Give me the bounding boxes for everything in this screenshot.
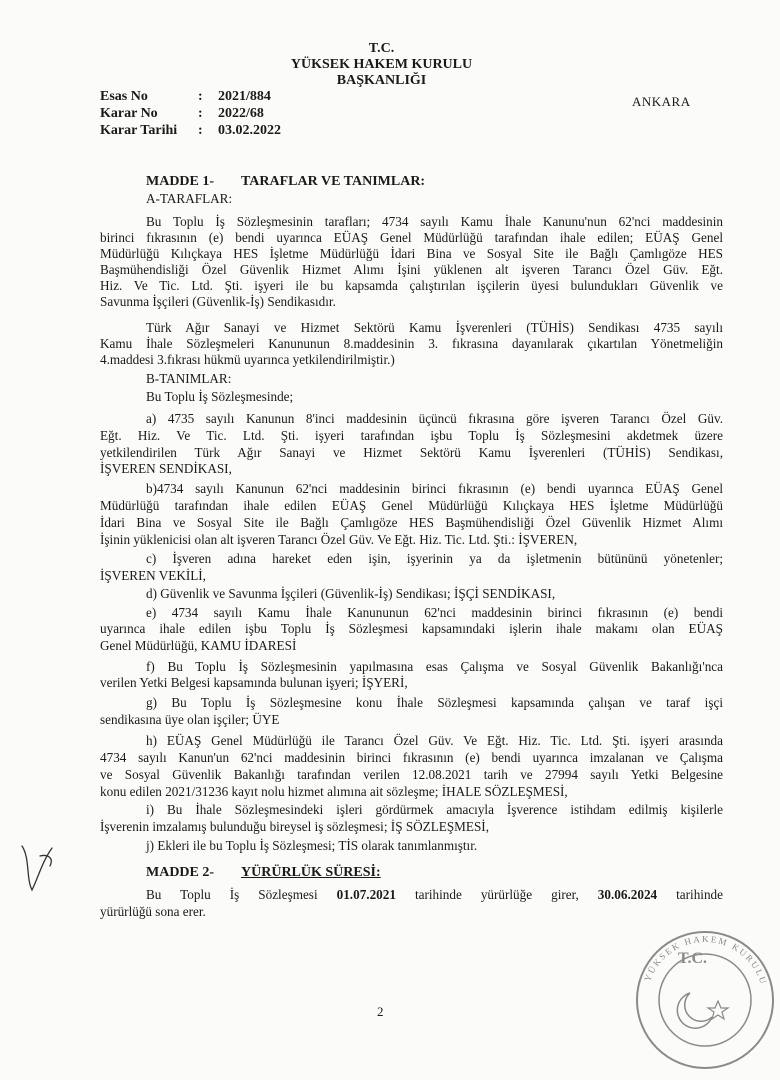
madde-1-title: TARAFLAR VE TANIMLAR: bbox=[241, 174, 426, 189]
text-line: Hiz. Ve Tic. Ltd. Şti. işyeri ile bu kapsamda çalıştırılan işçilerin üyesi bulundukları Güvenlik ve bbox=[100, 278, 723, 293]
text-line: Başmühendisliği Özel Güvenlik Hizmet Alımı İşini yüklenen alt işveren Tarancı Özel Güv. Eğt. bbox=[100, 262, 723, 277]
text-line: b)4734 sayılı Kanunun 62'nci maddesinin birinci fıkrasının (e) bendi uyarınca EÜAŞ Genel bbox=[146, 481, 723, 496]
madde-1-number: MADDE 1- bbox=[146, 174, 215, 189]
madde-2-line-2: yürürlüğü sona erer. bbox=[100, 904, 206, 919]
madde-2-title: YÜRÜRLÜK SÜRESİ: bbox=[241, 865, 381, 880]
text-line: d) Güvenlik ve Savunma İşçileri (Güvenlik-İş) Sendikası; İŞÇİ SENDİKASI, bbox=[146, 586, 556, 601]
text-line: a) 4735 sayılı Kanunun 8'inci maddesinin üçüncü fıkrasına göre işveren Tarancı Özel Güv. bbox=[146, 411, 723, 426]
text-line: Bu Toplu İş Sözleşmesinde; bbox=[146, 389, 294, 404]
crescent-icon bbox=[677, 993, 712, 1028]
stamp-ring-text: YÜKSEK HAKEM KURULU bbox=[642, 933, 770, 987]
karar-value: 2022/68 bbox=[218, 106, 264, 121]
text-line: Eğt. Hiz. Ve Tic. Ltd. Şti. işyeri tarafından işbu Toplu İş Sözleşmesini akdetmek üzere bbox=[100, 428, 723, 443]
text-line: İŞVEREN VEKİLİ, bbox=[100, 568, 206, 583]
star-icon bbox=[708, 1001, 728, 1019]
text-line: i) Bu İhale Sözleşmesindeki işleri gördürmek amacıyla İşverence istihdam edilmiş kişilerle bbox=[146, 802, 723, 817]
text-line: e) 4734 sayılı Kamu İhale Kanununun 62'nci maddesinin birinci fıkrasının (e) bendi bbox=[146, 605, 723, 620]
tarih-label: Karar Tarihi bbox=[100, 123, 178, 138]
colon: : bbox=[198, 123, 203, 138]
text-line: A-TARAFLAR: bbox=[146, 191, 233, 206]
text-line: birinci fıkrasının (e) bendi uyarınca EÜAŞ Genel Müdürlüğü tarafından ihale edilen; EÜAŞ Genel bbox=[100, 230, 723, 245]
text-line: ve Sosyal Güvenlik Bakanlığı tarafından verilen 12.08.2021 tarih ve 27994 sayılı Yetki Belgesine bbox=[100, 767, 723, 782]
text-line: konu edilen 2021/31236 kayıt nolu hizmet alımına ait sözleşme; İHALE SÖZLEŞMESİ, bbox=[100, 784, 568, 799]
text-line: Müdürlüğü tarafından ihale edilen EÜAŞ Genel Müdürlüğü Kılıçkaya HES İşletme Müdürlüğü bbox=[100, 498, 723, 513]
esas-label: Esas No bbox=[100, 89, 148, 104]
text-line: B-TANIMLAR: bbox=[146, 371, 232, 386]
header-presidency: BAŞKANLIĞI bbox=[336, 73, 427, 88]
official-seal-stamp bbox=[630, 925, 780, 1075]
text-line: İşverenin imzalamış bulunduğu bireysel iş sözleşmesi; İŞ SÖZLEŞMESİ, bbox=[100, 819, 489, 834]
text-line: g) Bu Toplu İş Sözleşmesine konu İhale Sözleşmesi kapsamında çalışan ve taraf işçi bbox=[146, 695, 723, 710]
madde-2-heading bbox=[146, 865, 381, 881]
start-date: 01.07.2021 bbox=[336, 887, 396, 902]
text-line: Kamu İhale Sözleşmeleri Kanununun 8.maddesinin 3. fıkrasına dayanılarak çıkartılan Yönetmeliğin bbox=[100, 336, 723, 351]
page-number: 2 bbox=[377, 1004, 384, 1019]
text-line: h) EÜAŞ Genel Müdürlüğü ile Tarancı Özel Güv. Ve Eğt. Hiz. Tic. Ltd. Şti. işyeri arasında bbox=[146, 733, 723, 748]
text-line: Savunma İşçileri (Güvenlik-İş) Sendikasıdır. bbox=[100, 294, 336, 309]
madde-2-text: tarihinde bbox=[657, 887, 723, 902]
text-line: j) Ekleri ile bu Toplu İş Sözleşmesi; TİS olarak tanımlanmıştır. bbox=[146, 838, 478, 853]
text-line: yetkilendirilen Türk Ağır Sanayi ve Hizmet Sektörü Kamu İşverenleri (TÜHİS) Sendikası, bbox=[100, 445, 723, 460]
text-line: uyarınca ihale edilen işbu Toplu İş Sözleşmesi kapsamındaki işlerin ihale makamı olan EÜAŞ bbox=[100, 621, 723, 636]
text-line: 4734 sayılı Kanun'un 62'nci maddesinin birinci fıkrasının (e) bendi uyarınca imzalanan ve Çalışma bbox=[100, 750, 723, 765]
madde-2-number: MADDE 2- bbox=[146, 865, 215, 880]
text-line: 4.maddesi 3.fıkrası hükmü uyarınca yetkilendirilmiştir.) bbox=[100, 352, 395, 367]
text-line: Müdürlüğü Kılıçkaya HES İşletme Müdürlüğü İdari Bina ve Sosyal Site ile Bağlı Çamlıgöze HES bbox=[100, 246, 723, 261]
city: ANKARA bbox=[632, 94, 691, 109]
madde-2-text: Bu Toplu İş Sözleşmesi bbox=[146, 887, 337, 902]
text-line: İŞVEREN SENDİKASI, bbox=[100, 461, 232, 476]
case-meta bbox=[100, 88, 281, 139]
text-line: İşinin yüklenicisi olan alt işveren Tarancı Özel Güv. Ve Eğt. Hiz. Tic. Ltd. Şti.: İŞVEREN, bbox=[100, 532, 578, 547]
karar-label: Karar No bbox=[100, 106, 158, 121]
header-institution: YÜKSEK HAKEM KURULU bbox=[290, 57, 473, 72]
text-line: c) İşveren adına hareket eden işin, işyerinin ya da işletmenin bütününü yönetenler; bbox=[146, 551, 723, 566]
text-line: Genel Müdürlüğü, KAMU İDARESİ bbox=[100, 638, 297, 653]
text-line: verilen Yetki Belgesi kapsamında bulunan işyeri; İŞYERİ, bbox=[100, 675, 408, 690]
madde-2-line-1 bbox=[146, 887, 723, 902]
text-line: İdari Bina ve Sosyal Site ile Bağlı Çamlıgöze HES Başmühendisliği Özel Güvenlik Hizmet Alımı bbox=[100, 515, 723, 530]
end-date: 30.06.2024 bbox=[597, 887, 658, 902]
text-line: Bu Toplu İş Sözleşmesinin tarafları; 4734 sayılı Kamu İhale Kanunu'nun 62'nci maddesinin bbox=[146, 214, 723, 229]
handwritten-paraph bbox=[10, 838, 60, 898]
esas-value: 2021/884 bbox=[218, 89, 271, 104]
stamp-center-text: T.C. bbox=[678, 950, 708, 967]
tarih-value: 03.02.2022 bbox=[218, 123, 281, 138]
colon: : bbox=[198, 106, 203, 121]
text-line: Türk Ağır Sanayi ve Hizmet Sektörü Kamu İşverenleri (TÜHİS) Sendikası 4735 sayılı bbox=[146, 320, 723, 335]
header-tc: T.C. bbox=[368, 41, 395, 56]
text-line: f) Bu Toplu İş Sözleşmesinin yapılmasına esas Çalışma ve Sosyal Güvenlik Bakanlığı'nca bbox=[146, 659, 723, 674]
colon: : bbox=[198, 89, 203, 104]
text-line: sendikasına üye olan işçiler; ÜYE bbox=[100, 712, 280, 727]
madde-1-heading bbox=[146, 174, 425, 190]
madde-2-text: tarihinde yürürlüğe girer, bbox=[395, 887, 598, 902]
